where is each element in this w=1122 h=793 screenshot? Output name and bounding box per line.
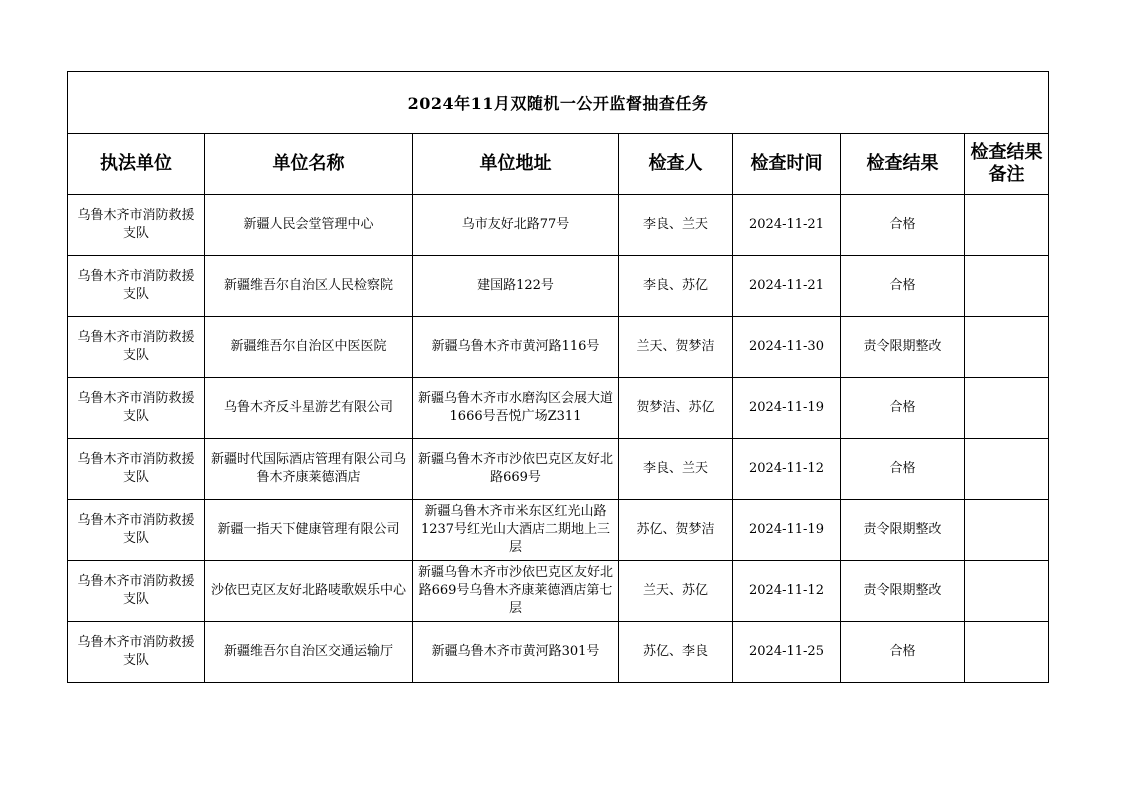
- cell-time: 2024-11-30: [733, 317, 841, 378]
- cell-remark: [965, 622, 1049, 683]
- cell-unit: 乌鲁木齐市消防救援支队: [68, 561, 205, 622]
- table-row: [68, 500, 1049, 561]
- cell-remark: [965, 317, 1049, 378]
- cell-result: 责令限期整改: [841, 317, 965, 378]
- cell-remark: [965, 500, 1049, 561]
- cell-remark: [965, 378, 1049, 439]
- cell-unit: 乌鲁木齐市消防救援支队: [68, 317, 205, 378]
- table-row: [68, 622, 1049, 683]
- header-result: 检查结果: [841, 134, 965, 195]
- cell-time: 2024-11-25: [733, 622, 841, 683]
- cell-address: 新疆乌鲁木齐市黄河路116号: [413, 317, 619, 378]
- table-row: [68, 378, 1049, 439]
- cell-result: 责令限期整改: [841, 500, 965, 561]
- cell-address: 新疆乌鲁木齐市沙依巴克区友好北路669号: [413, 439, 619, 500]
- cell-inspector: 李良、兰天: [619, 195, 733, 256]
- cell-address: 新疆乌鲁木齐市黄河路301号: [413, 622, 619, 683]
- cell-unit: 乌鲁木齐市消防救援支队: [68, 622, 205, 683]
- table-row: [68, 439, 1049, 500]
- table-title: 2024年11月双随机一公开监督抽查任务: [68, 72, 1049, 134]
- cell-inspector: 兰天、贺梦洁: [619, 317, 733, 378]
- cell-time: 2024-11-21: [733, 195, 841, 256]
- cell-result: 合格: [841, 378, 965, 439]
- header-unit: 执法单位: [68, 134, 205, 195]
- cell-unit: 乌鲁木齐市消防救援支队: [68, 378, 205, 439]
- cell-time: 2024-11-12: [733, 561, 841, 622]
- cell-remark: [965, 256, 1049, 317]
- inspection-task-table: [67, 71, 1049, 683]
- table-row: [68, 561, 1049, 622]
- cell-name: 新疆维吾尔自治区交通运输厅: [205, 622, 413, 683]
- cell-inspector: 贺梦洁、苏亿: [619, 378, 733, 439]
- cell-inspector: 兰天、苏亿: [619, 561, 733, 622]
- cell-time: 2024-11-19: [733, 500, 841, 561]
- cell-remark: [965, 561, 1049, 622]
- cell-address: 建国路122号: [413, 256, 619, 317]
- cell-time: 2024-11-19: [733, 378, 841, 439]
- cell-unit: 乌鲁木齐市消防救援支队: [68, 195, 205, 256]
- header-address: 单位地址: [413, 134, 619, 195]
- cell-unit: 乌鲁木齐市消防救援支队: [68, 439, 205, 500]
- cell-address: 乌市友好北路77号: [413, 195, 619, 256]
- cell-result: 合格: [841, 195, 965, 256]
- cell-name: 新疆维吾尔自治区中医医院: [205, 317, 413, 378]
- header-time: 检查时间: [733, 134, 841, 195]
- cell-time: 2024-11-12: [733, 439, 841, 500]
- cell-time: 2024-11-21: [733, 256, 841, 317]
- cell-remark: [965, 195, 1049, 256]
- cell-remark: [965, 439, 1049, 500]
- cell-name: 乌鲁木齐反斗星游艺有限公司: [205, 378, 413, 439]
- header-inspector: 检查人: [619, 134, 733, 195]
- cell-inspector: 苏亿、贺梦洁: [619, 500, 733, 561]
- cell-address: 新疆乌鲁木齐市水磨沟区会展大道1666号吾悦广场Z311: [413, 378, 619, 439]
- cell-name: 沙依巴克区友好北路唛歌娱乐中心: [205, 561, 413, 622]
- table-row: [68, 317, 1049, 378]
- cell-name: 新疆一指天下健康管理有限公司: [205, 500, 413, 561]
- table-row: [68, 195, 1049, 256]
- cell-inspector: 苏亿、李良: [619, 622, 733, 683]
- cell-unit: 乌鲁木齐市消防救援支队: [68, 500, 205, 561]
- cell-inspector: 李良、苏亿: [619, 256, 733, 317]
- cell-name: 新疆时代国际酒店管理有限公司乌鲁木齐康莱德酒店: [205, 439, 413, 500]
- cell-inspector: 李良、兰天: [619, 439, 733, 500]
- header-name: 单位名称: [205, 134, 413, 195]
- cell-result: 合格: [841, 256, 965, 317]
- cell-result: 责令限期整改: [841, 561, 965, 622]
- cell-result: 合格: [841, 622, 965, 683]
- cell-name: 新疆人民会堂管理中心: [205, 195, 413, 256]
- cell-address: 新疆乌鲁木齐市沙依巴克区友好北路669号乌鲁木齐康莱德酒店第七层: [413, 561, 619, 622]
- header-remark: 检查结果备注: [965, 134, 1049, 195]
- cell-unit: 乌鲁木齐市消防救援支队: [68, 256, 205, 317]
- table-row: [68, 256, 1049, 317]
- cell-address: 新疆乌鲁木齐市米东区红光山路1237号红光山大酒店二期地上三层: [413, 500, 619, 561]
- cell-name: 新疆维吾尔自治区人民检察院: [205, 256, 413, 317]
- cell-result: 合格: [841, 439, 965, 500]
